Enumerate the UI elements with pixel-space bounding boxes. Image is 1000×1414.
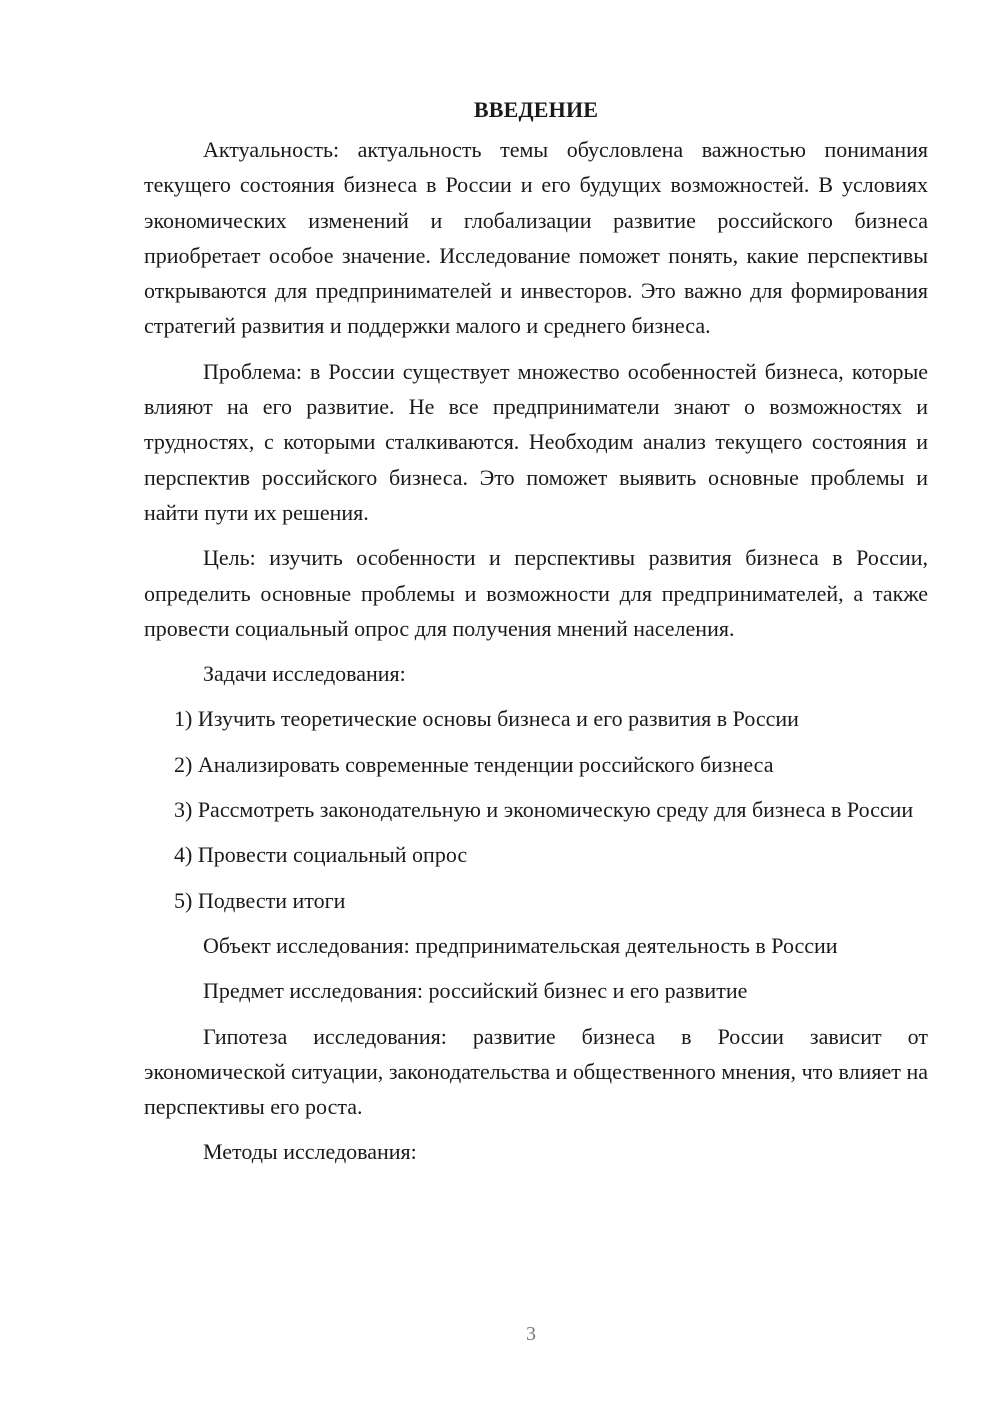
task-item: 2) Анализировать современные тенденции российского бизнеса xyxy=(174,751,774,777)
paragraph-goal: Цель: изучить особенности и перспективы развития бизнеса в России, определить основные проблемы и возможности для предпринимателей, а также провести социальный опрос для получения мнений населения. xyxy=(144,545,928,641)
methods-heading: Методы исследования: xyxy=(203,1139,417,1165)
paragraph-object: Объект исследования: предпринимательская деятельность в России xyxy=(203,932,838,958)
paragraph-relevance: Актуальность: актуальность темы обусловлена важностью понимания текущего состояния бизнеса в России и его будущих возможностей. В условиях экономических изменений и глобализации развитие российского бизнеса приобретает особое значение. Исследование поможет понять, какие перспективы открываются для предпринимателей и инвесторов. Это важно для формирования стратегий развития и поддержки малого и среднего бизнеса. xyxy=(144,137,928,339)
paragraph-hypothesis: Гипотеза исследования: развитие бизнеса в России зависит от экономической ситуации, законодательства и общественного мнения, что влияет на перспективы его роста. xyxy=(144,1023,928,1120)
task-item: 4) Провести социальный опрос xyxy=(174,842,468,868)
page-number: 3 xyxy=(526,1323,536,1345)
task-item: 1) Изучить теоретические основы бизнеса и его развития в России xyxy=(174,706,799,732)
paragraph-problem: Проблема: в России существует множество особенностей бизнеса, которые влияют на его развитие. Не все предприниматели знают о возможностях и трудностях, с которыми сталкиваются. Необходим анализ текущего состояния и перспектив российского бизнеса. Это поможет выявить основные проблемы и найти пути их решения. xyxy=(144,358,928,525)
task-item: 5) Подвести итоги xyxy=(174,887,346,913)
tasks-heading: Задачи исследования: xyxy=(203,661,406,687)
section-title: ВВЕДЕНИЕ xyxy=(473,97,599,122)
task-item: 3) Рассмотреть законодательную и экономическую среду для бизнеса в России xyxy=(174,797,914,823)
paragraph-subject: Предмет исследования: российский бизнес и его развитие xyxy=(203,978,748,1004)
document-page xyxy=(144,92,928,1180)
